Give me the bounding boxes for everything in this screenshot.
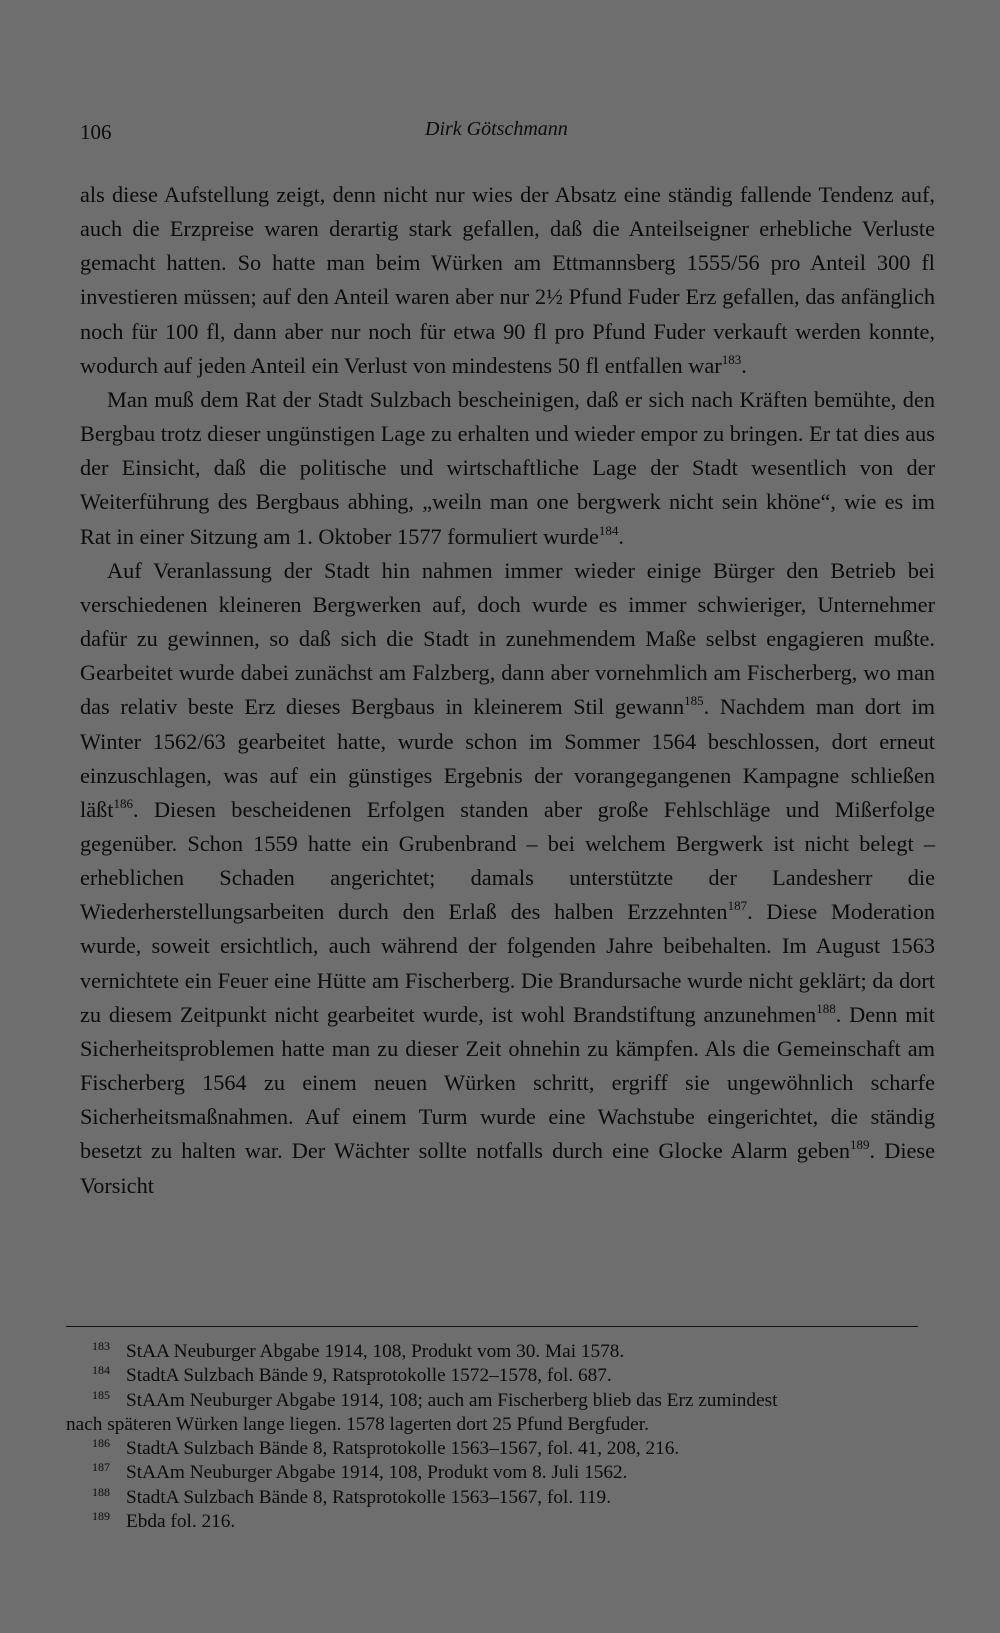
footnote-number: 186	[92, 1436, 110, 1451]
footnote-text: StAAm Neuburger Abgabe 1914, 108, Produkt vom 8. Juli 1562.	[126, 1462, 628, 1484]
text-segment: . Nachdem man dort im Winter 1562/63 gearbeitet hatte, wurde schon im Sommer 1564 beschlossen, dort erneut einzuschlagen, was auf ein günstiges Ergebnis der vorangegangenen Kampagne schließen läßt	[80, 694, 935, 822]
footnote-reference[interactable]: 186	[113, 795, 133, 811]
footnote-text: StadtA Sulzbach Bände 8, Ratsprotokolle 1563–1567, fol. 41, 208, 216.	[126, 1438, 680, 1460]
footnote-number: 189	[92, 1509, 110, 1524]
paragraph	[80, 383, 935, 554]
text-segment: .	[741, 352, 747, 378]
footnote-text: StadtA Sulzbach Bände 8, Ratsprotokolle 1563–1567, fol. 119.	[126, 1486, 612, 1508]
footnote-reference[interactable]: 189	[850, 1137, 870, 1153]
footnote-text: Ebda fol. 216.	[126, 1511, 236, 1533]
footnote-separator-rule	[66, 1326, 918, 1327]
text-segment: . Denn mit Sicherheitsproblemen hatte man zu dieser Zeit ohnehin zu kämpfen. Als die Gemeinschaft am Fischerberg 1564 zu einem neuen Würken schritt, ergriff sie ungewöhnlich scharfe Sicherheitsmaßnahmen. Auf einem Turm wurde eine Wachstube eingerichtet, die ständig besetzt zu halten war. Der Wächter sollte notfalls durch eine Glocke Alarm geben	[80, 1001, 935, 1164]
footnote-text: StadtA Sulzbach Bände 9, Ratsprotokolle 1572–1578, fol. 687.	[126, 1365, 612, 1387]
running-head: Dirk Götschmann	[425, 118, 568, 140]
footnote	[66, 1461, 926, 1485]
footnote-number: 188	[92, 1484, 110, 1499]
footnote-text: StAAm Neuburger Abgabe 1914, 108; auch am Fischerberg blieb das Erz zumindest	[126, 1389, 778, 1411]
footnote	[66, 1510, 926, 1534]
body-text	[80, 178, 935, 1203]
footnote	[66, 1340, 926, 1364]
text-segment: .	[618, 523, 624, 549]
footnote	[66, 1364, 926, 1388]
text-segment: als diese Aufstellung zeigt, denn nicht nur wies der Absatz eine ständig fallende Tendenz auf, auch die Erzpreise waren derartig stark gefallen, daß die Anteilseigner erhebliche Verluste gemacht hatten. So hatte man beim Würken am Ettmannsberg 1555/56 pro Anteil 300 fl investieren müssen; auf den Anteil waren aber nur 2½ Pfund Fuder Erz gefallen, das anfänglich noch für 100 fl, dann aber nur noch für etwa 90 fl pro Pfund Fuder verkauft werden konnte, wodurch auf jeden Anteil ein Verlust von mindestens 50 fl entfallen war	[80, 182, 935, 378]
footnote	[66, 1486, 926, 1510]
text-segment: Man muß dem Rat der Stadt Sulzbach bescheinigen, daß er sich nach Kräften bemühte, den Bergbau trotz dieser ungünstigen Lage zu erhalten und wieder empor zu bringen. Er tat dies aus der Einsicht, daß die politische und wirtschaftliche Lage der Stadt wesentlich von der Weiterführung des Bergbaus abhing, „weiln man one bergwerk nicht sein khöne“, wie es im Rat in einer Sitzung am 1. Oktober 1577 formuliert wurde	[80, 386, 935, 549]
text-segment: . Diesen bescheidenen Erfolgen standen aber große Fehlschläge und Mißerfolge gegenüber. Schon 1559 hatte ein Grubenbrand – bei welchem Bergwerk ist nicht belegt – erheblichen Schaden angerichtet; damals unterstützte der Landesherr die Wiederherstellungsarbeiten durch den Erlaß des halben Erzzehnten	[80, 796, 935, 925]
footnote-reference[interactable]: 185	[684, 693, 704, 709]
footnote-reference[interactable]: 184	[598, 522, 619, 538]
footnote-number: 185	[92, 1387, 110, 1402]
footnote-reference[interactable]: 183	[721, 351, 742, 367]
text-segment: . Diese Vorsicht	[80, 1138, 935, 1198]
footnote-text: StAA Neuburger Abgabe 1914, 108, Produkt vom 30. Mai 1578.	[126, 1341, 625, 1362]
text-segment: Auf Veranlassung der Stadt hin nahmen immer wieder einige Bürger den Betrieb bei verschiedenen kleineren Bergwerken auf, doch wurde es immer schwieriger, Unternehmer dafür zu gewinnen, so daß sich die Stadt in zunehmendem Maße selbst engagieren mußte. Gearbeitet wurde dabei zunächst am Falzberg, dann aber vornehmlich am Fischerberg, wo man das relativ beste Erz dieses Bergbaus in kleinerem Stil gewann	[80, 557, 935, 720]
footnote-text-continuation: nach späteren Würken lange liegen. 1578 lagerten dort 25 Pfund Bergfuder.	[66, 1413, 649, 1435]
footnote-number: 183	[92, 1339, 110, 1353]
page-number: 106	[80, 120, 112, 144]
paragraph	[80, 554, 935, 1203]
footnote	[66, 1437, 926, 1461]
text-segment: . Diese Moderation wurde, soweit ersichtlich, auch während der folgenden Jahre beibehalten. Im August 1563 vernichtete ein Feuer eine Hütte am Fischerberg. Die Brandursache wurde nicht geklärt; da dort zu diesem Zeitpunkt nicht gearbeitet wurde, ist wohl Brandstiftung anzunehmen	[80, 899, 935, 1027]
footnote-reference[interactable]: 187	[727, 898, 748, 914]
footnote	[66, 1389, 926, 1438]
paragraph	[80, 178, 935, 383]
footnote-number: 187	[92, 1460, 110, 1475]
footnotes	[66, 1340, 926, 1534]
footnote-number: 184	[92, 1363, 110, 1378]
footnote-reference[interactable]: 188	[816, 1000, 836, 1016]
